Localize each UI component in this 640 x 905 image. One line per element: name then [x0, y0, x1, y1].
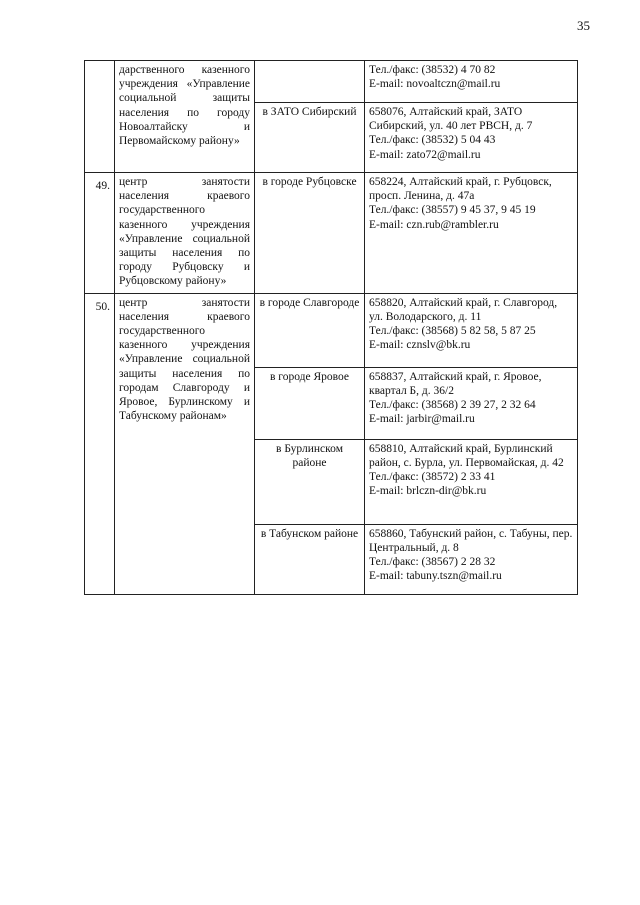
branch-district: в городе Славгороде — [255, 293, 365, 367]
contact-line: E-mail: czn.rub@rambler.ru — [369, 218, 499, 231]
table-row — [85, 173, 578, 294]
row-number — [85, 61, 115, 173]
contact-line: 658860, Табунский район, с. Табуны, пер. Центральный, д. 8 — [369, 527, 573, 554]
branch-contacts — [365, 173, 578, 294]
branch-district: в Бурлинском районе — [255, 439, 365, 524]
contact-line: 658820, Алтайский край, г. Славгород, ул. Володарского, д. 11 — [369, 296, 558, 323]
page-number: 35 — [577, 18, 590, 33]
contact-line: Тел./факс: (38567) 2 28 32 — [369, 556, 496, 569]
branch-district — [255, 61, 365, 103]
contact-line: E-mail: tabuny.tszn@mail.ru — [369, 570, 502, 583]
branch-contacts — [365, 439, 578, 524]
contact-line: Тел./факс: (38568) 2 39 27, 2 32 64 — [369, 399, 536, 412]
contact-line: E-mail: brlczn-dir@bk.ru — [369, 485, 487, 498]
contact-line: 658837, Алтайский край, г. Яровое, квартал Б, д. 36/2 — [369, 370, 542, 397]
contact-line: Тел./факс: (38557) 9 45 37, 9 45 19 — [369, 204, 536, 217]
branch-contacts — [365, 524, 578, 594]
contact-line: 658224, Алтайский край, г. Рубцовск, просп. Ленина, д. 47а — [369, 176, 552, 203]
branch-district: в Табунском районе — [255, 524, 365, 594]
row-number: 50. — [85, 293, 115, 594]
contact-line: E-mail: cznslv@bk.ru — [369, 339, 471, 352]
contact-line: E-mail: zato72@mail.ru — [369, 148, 481, 161]
organization-name: центр занятости населения краевого государственного казенного учреждения «Управление социальной защиты населения по городам Славгороду и Яровое, Бурлинскому и Табунскому районам» — [115, 293, 255, 594]
table-row — [85, 293, 578, 367]
contact-line: 658810, Алтайский край, Бурлинский район, с. Бурла, ул. Первомайская, д. 42 — [369, 442, 564, 469]
organization-name: центр занятости населения краевого государственного казенного учреждения «Управление социальной защиты населения по городу Рубцовску и Рубцовскому району» — [115, 173, 255, 294]
branch-district: в городе Яровое — [255, 367, 365, 439]
contact-line: E-mail: novoaltczn@mail.ru — [369, 78, 501, 91]
row-number: 49. — [85, 173, 115, 294]
contact-line: Тел./факс: (38568) 5 82 58, 5 87 25 — [369, 325, 536, 338]
branch-contacts — [365, 103, 578, 173]
branch-district: в ЗАТО Сибирский — [255, 103, 365, 173]
branch-contacts — [365, 293, 578, 367]
organization-name: дарственного казенного учреждения «Управление социальной защиты населения по городу Новоалтайску и Первомайскому району» — [115, 61, 255, 173]
contact-line: E-mail: jarbir@mail.ru — [369, 413, 475, 426]
employment-centers-table — [84, 60, 578, 595]
branch-contacts — [365, 367, 578, 439]
table-row — [85, 61, 578, 103]
contact-line: Тел./факс: (38572) 2 33 41 — [369, 471, 496, 484]
branch-district: в городе Рубцовске — [255, 173, 365, 294]
branch-contacts — [365, 61, 578, 103]
contact-line: 658076, Алтайский край, ЗАТО Сибирский, ул. 40 лет РВСН, д. 7 — [369, 106, 533, 133]
contact-line: Тел./факс: (38532) 4 70 82 — [369, 64, 496, 76]
contact-line: Тел./факс: (38532) 5 04 43 — [369, 134, 496, 147]
